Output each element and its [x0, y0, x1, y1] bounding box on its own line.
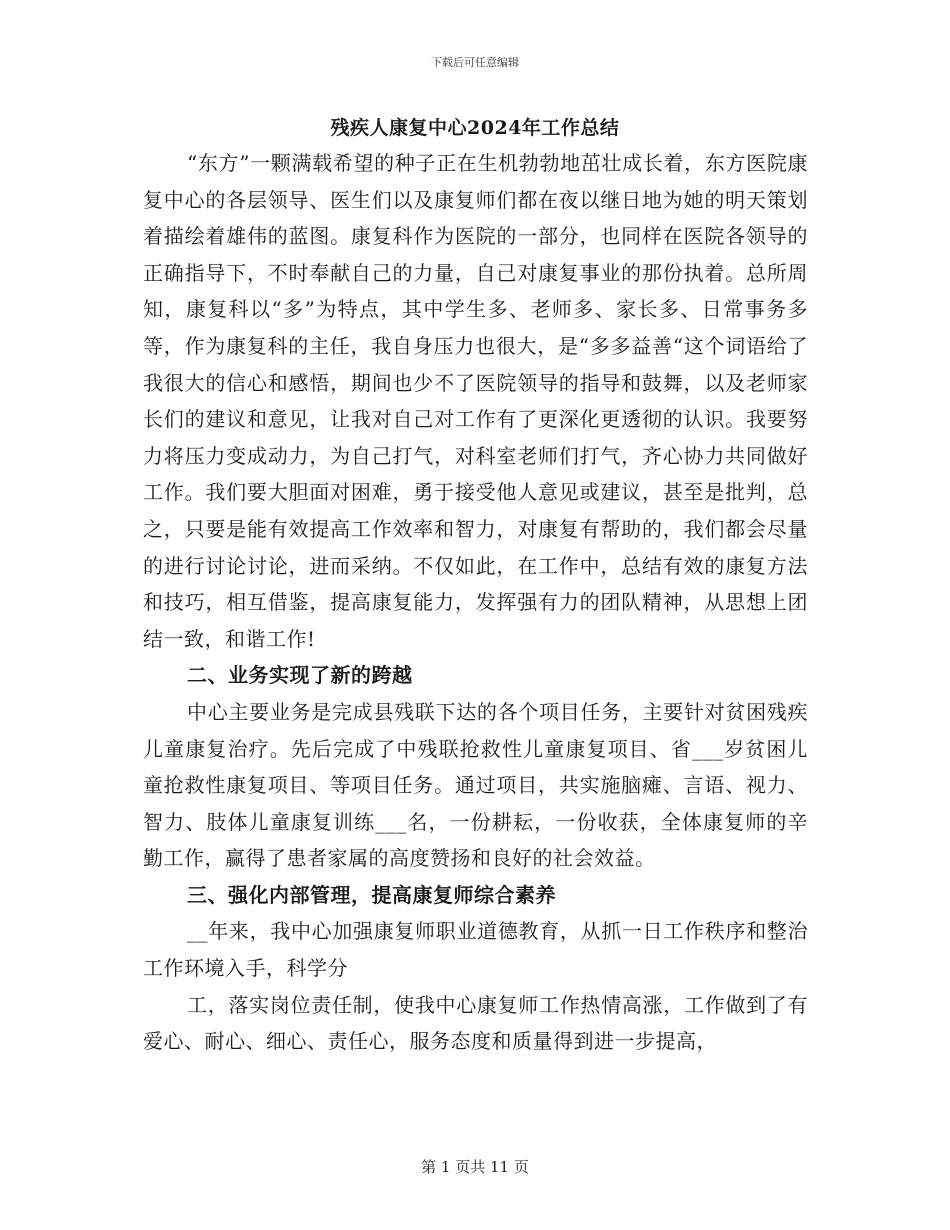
body-paragraph: __年来，我中心加强康复师职业道德教育，从抓一日工作秩序和整治工作环境入手，科学分	[143, 919, 808, 981]
body-paragraph: 工，落实岗位责任制，使我中心康复师工作热情高涨，工作做到了有爱心、耐心、细心、责任心，服务态度和质量得到进一步提高，	[143, 992, 808, 1054]
section-heading: 三、强化内部管理，提高康复师综合素养	[187, 882, 556, 907]
body-paragraph: 中心主要业务是完成县残联下达的各个项目任务，主要针对贫困残疾儿童康复治疗。先后完成了中残联抢救性儿童康复项目、省___岁贫困儿童抢救性康复项目、等项目任务。通过项目，共实施脑瘫、言语、视力、智力、肢体儿童康复训练___名，一份耕耘，一份收获，全体康复师的辛勤工作，赢得了患者家属的高度赞扬和良好的社会效益。	[143, 699, 808, 871]
document-title: 残疾人康复中心2024年工作总结	[330, 117, 620, 139]
section-heading: 二、业务实现了新的跨越	[187, 663, 413, 688]
page-header-note: 下载后可任意编辑	[431, 56, 519, 69]
document-body	[143, 145, 808, 1060]
page-footer: 第 1 页共 11 页	[421, 1158, 529, 1176]
body-paragraph: “东方”一颗满载希望的种子正在生机勃勃地茁壮成长着，东方医院康复中心的各层领导、医生们以及康复师们都在夜以继日地为她的明天策划着描绘着雄伟的蓝图。康复科作为医院的一部分，也同样在医院各领导的正确指导下，不时奉献自己的力量，自己对康复事业的那份执着。总所周知，康复科以“多”为特点，其中学生多、老师多、家长多、日常事务多等，作为康复科的主任，我自身压力也很大，是“多多益善“这个词语给了我很大的信心和感悟，期间也少不了医院领导的指导和鼓舞，以及老师家长们的建议和意见，让我对自己对工作有了更深化更透彻的认识。我要努力将压力变成动力，为自己打气，对科室老师们打气，齐心协力共同做好工作。我们要大胆面对困难，勇于接受他人意见或建议，甚至是批判，总之，只要是能有效提高工作效率和智力，对康复有帮助的，我们都会尽量的进行讨论讨论，进而采纳。不仅如此，在工作中，总结有效的康复方法和技巧，相互借鉴，提高康复能力，发挥强有力的团队精神，从思想上团结一致，和谐工作!	[143, 151, 808, 651]
